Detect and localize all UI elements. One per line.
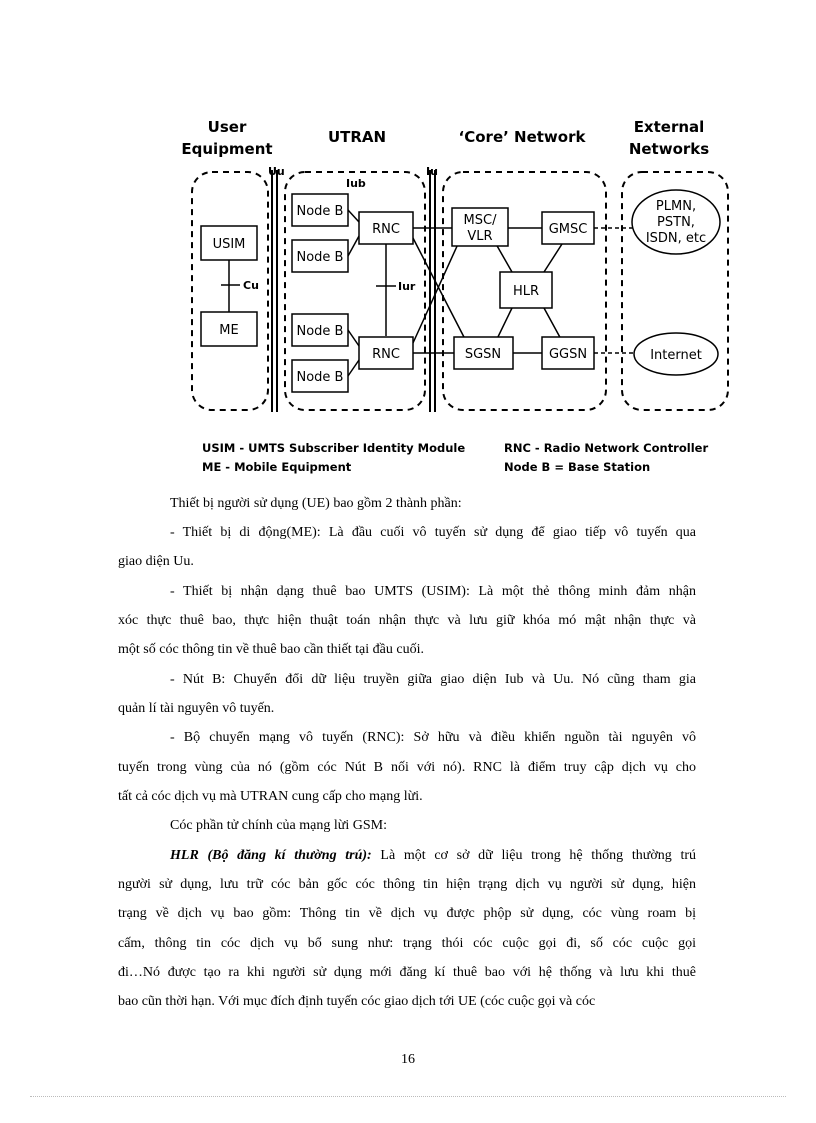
header-user-equipment-1: User [207, 118, 247, 136]
node-rnc-bottom: RNC [372, 347, 400, 362]
text-line-15: trạng về dịch vụ bao gồm: Thông tin về dịch vụ được phộp sử dụng, cóc vùng roam bị [118, 906, 696, 921]
interface-iur: Iur [398, 280, 416, 293]
interface-uu: Uu [268, 165, 285, 178]
text-line-14: người sử dụng, lưu trữ cóc bản gốc cóc thông tin hiện trạng dịch vụ người sử dụng, hiện [118, 877, 696, 892]
node-sgsn: SGSN [464, 347, 502, 362]
header-external-1: External [633, 118, 705, 136]
hlr-definition: Là một cơ sở dữ liệu trong hệ thống thường trú [371, 848, 696, 863]
ext-isdn: ISDN, etc [645, 231, 707, 246]
text-line-1: Thiết bị người sử dụng (UE) bao gồm 2 thành phần: [170, 496, 462, 511]
page-number: 16 [401, 1052, 415, 1067]
text-line-18: bao cũn thời hạn. Với mục đích định tuyến cóc giao dịch tới UE (cóc cuộc gọi và cóc [118, 994, 596, 1009]
node-ggsn: GGSN [548, 347, 588, 362]
interface-cu: Cu [243, 279, 259, 292]
header-external-2: Networks [628, 140, 710, 158]
text-line-13 [170, 848, 696, 864]
header-core-network: ‘Core’ Network [458, 128, 586, 146]
header-utran: UTRAN [327, 128, 387, 146]
text-line-16: cấm, thông tin cóc dịch vụ bổ sung như: trạng thói cóc cuộc gọi đi, số cóc cuộc gọi [118, 936, 696, 951]
node-rnc-top: RNC [372, 222, 400, 237]
text-line-4: - Thiết bị nhận dạng thuê bao UMTS (USIM): Là một thẻ thông minh đảm nhận [170, 584, 696, 599]
node-b-3: Node B [296, 324, 344, 339]
text-line-3: giao diện Uu. [118, 554, 194, 569]
text-line-17: đi…Nó được tạo ra khi người sử dụng mới đăng kí thuê bao với hệ thống và lưu khi thuê [118, 965, 696, 980]
node-hlr: HLR [512, 284, 540, 299]
text-line-9: - Bộ chuyển mạng vô tuyến (RNC): Sở hữu và điều khiển nguồn tài nguyên vô [170, 730, 696, 745]
node-msc-2: VLR [467, 229, 493, 244]
header-user-equipment-2: Equipment [181, 140, 273, 158]
node-b-1: Node B [296, 204, 344, 219]
footer-divider [30, 1096, 786, 1097]
ext-pstn: PSTN, [657, 215, 695, 230]
node-usim: USIM [212, 237, 246, 252]
ext-plmn: PLMN, [655, 199, 697, 214]
text-line-11: tất cả cóc dịch vụ mà UTRAN cung cấp cho mạng lừi. [118, 789, 423, 804]
node-me: ME [219, 323, 239, 338]
text-line-10: tuyến trong vùng của nó (gồm cóc Nút B nối với nó). RNC là điểm truy cập dịch vụ cho [118, 760, 696, 775]
interface-iub: Iub [346, 177, 366, 190]
text-line-6: một số cóc thông tin về thuê bao cần thiết tại đầu cuối. [118, 642, 424, 657]
text-line-5: xóc thực thuê bao, thực hiện thuật toán nhận thực và lưu giữ khóa mó mật nhận thực và [118, 613, 696, 628]
node-gmsc: GMSC [548, 222, 588, 237]
legend-me: ME - Mobile Equipment [202, 460, 352, 474]
text-line-12: Cóc phần tử chính của mạng lừi GSM: [170, 818, 387, 833]
hlr-term: HLR (Bộ đăng kí thường trú): [170, 848, 372, 863]
legend-rnc: RNC - Radio Network Controller [504, 441, 709, 455]
ext-internet: Internet [650, 348, 702, 363]
node-b-2: Node B [296, 250, 344, 265]
legend-nodeb: Node B = Base Station [504, 460, 651, 474]
umts-architecture-diagram [0, 0, 816, 490]
legend-usim: USIM - UMTS Subscriber Identity Module [202, 441, 466, 455]
interface-iu: Iu [426, 165, 438, 178]
text-line-8: quản lí tài nguyên vô tuyến. [118, 701, 275, 716]
text-line-2: - Thiết bị di động(ME): Là đầu cuối vô tuyến sử dụng để giao tiếp vô tuyến qua [170, 525, 696, 540]
node-b-4: Node B [296, 370, 344, 385]
node-msc-1: MSC/ [463, 213, 497, 228]
text-line-7: - Nút B: Chuyển đổi dữ liệu truyền giữa giao diện Iub và Uu. Nó cũng tham gia [170, 672, 696, 687]
